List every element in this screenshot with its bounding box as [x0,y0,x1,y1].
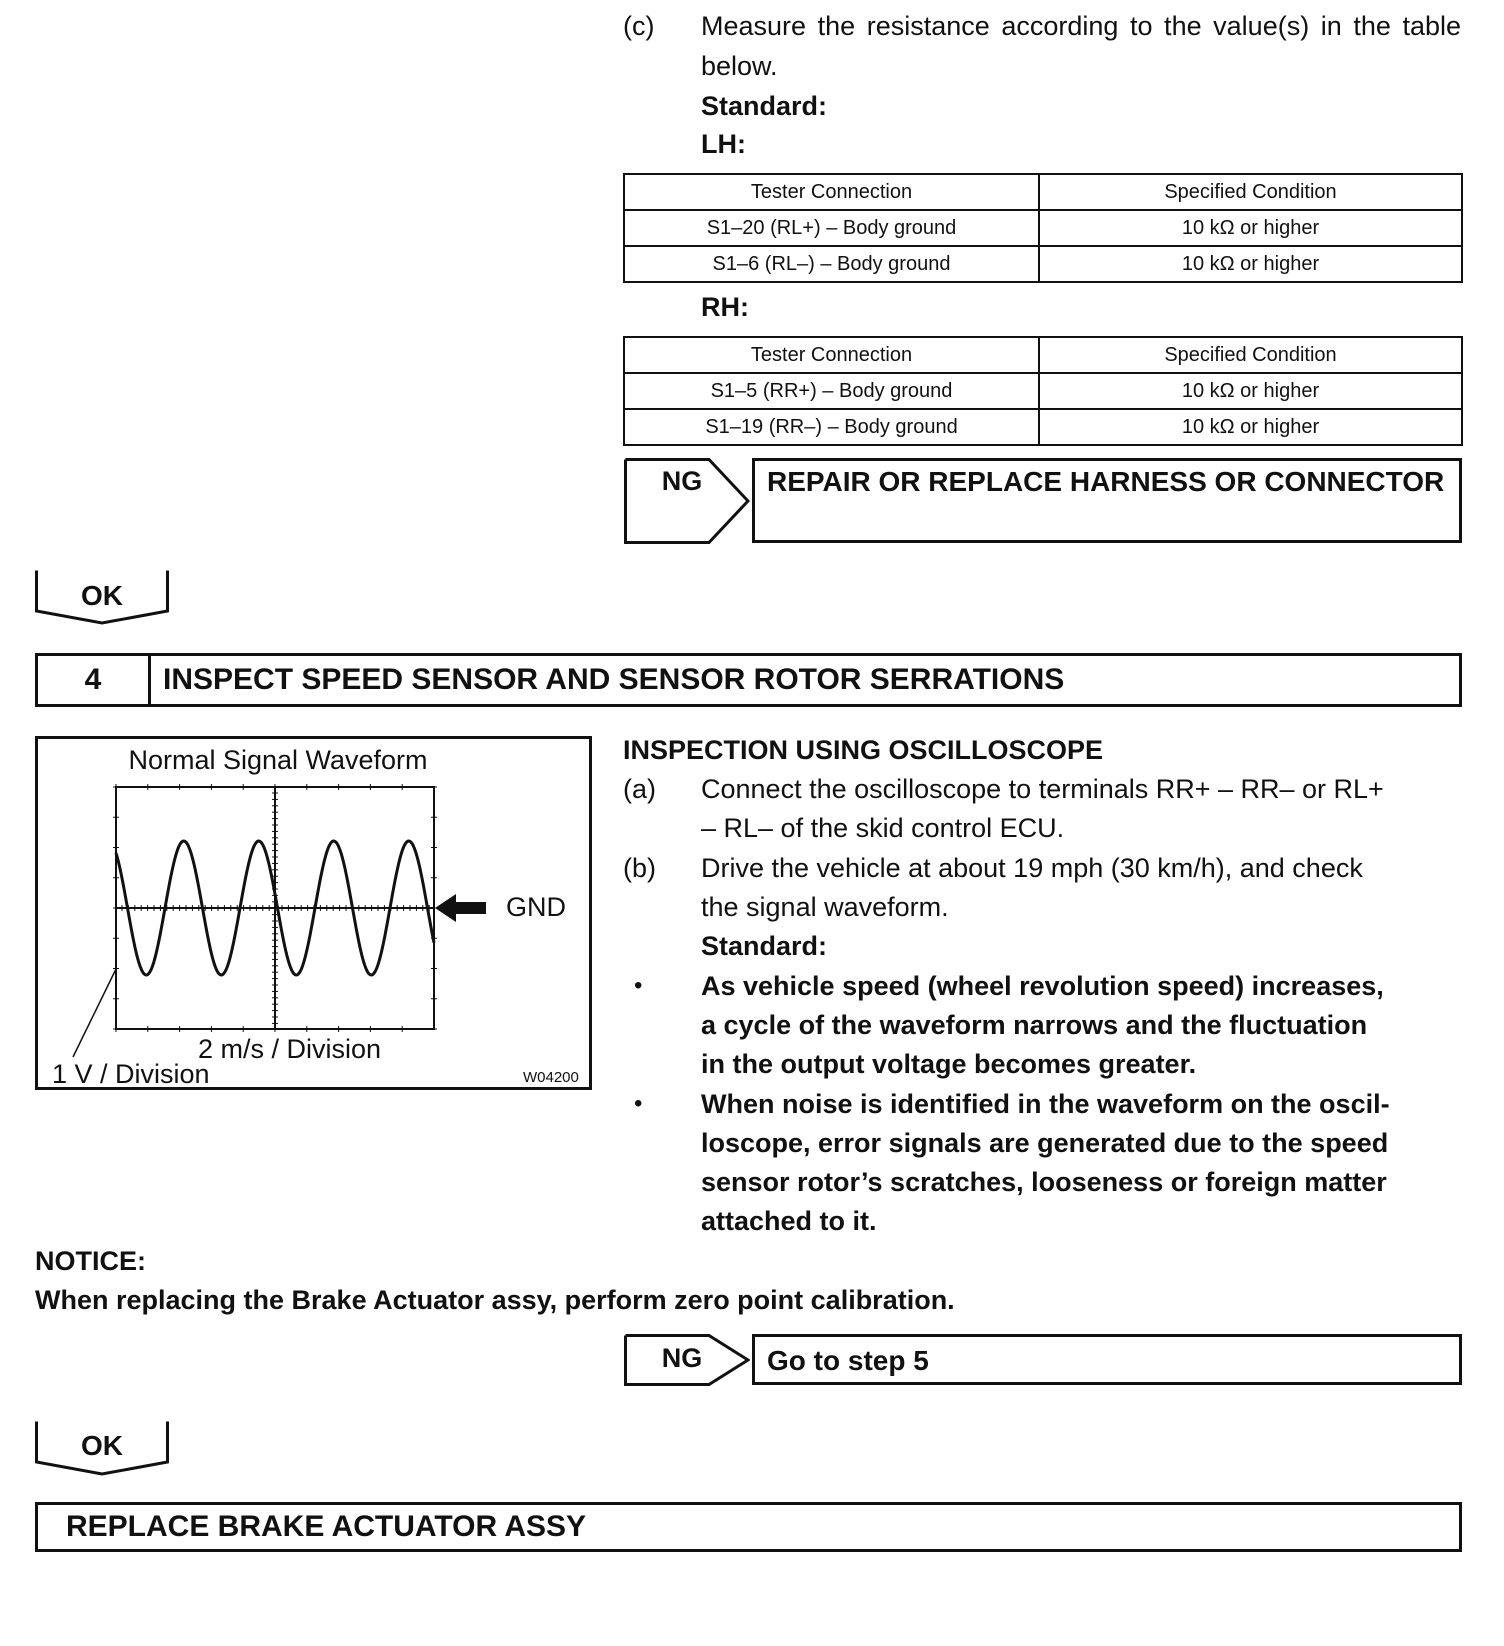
rh-table [623,336,1463,446]
gnd-arrow-icon [435,894,486,922]
step-a-text-1: Connect the oscilloscope to terminals RR+ – RR– or RL+ [701,774,1384,804]
table-cell: S1–6 (RL–) – Body ground [624,246,1039,282]
step-number: 4 [38,656,151,704]
bullet-2-line-4: attached to it. [701,1206,877,1236]
step-b-label: (b) [623,853,656,883]
ng-label: NG [661,1343,703,1373]
table-header-row [624,337,1462,373]
table-row [624,409,1462,445]
step-title: INSPECT SPEED SENSOR AND SENSOR ROTOR SERRATIONS [163,663,1065,696]
table-cell: S1–20 (RL+) – Body ground [624,210,1039,246]
standard-label-2: Standard: [701,931,828,961]
standard-label-1: Standard: [701,91,828,121]
notice-heading: NOTICE: [35,1246,146,1276]
ok-label: OK [81,580,123,611]
notice-text: When replacing the Brake Actuator assy, perform zero point calibration. [35,1285,955,1315]
bullet-dot: • [634,1090,643,1117]
bullet-1-line-1: As vehicle speed (wheel revolution speed) increases, [701,971,1384,1001]
ok-label: OK [81,1430,123,1461]
gnd-label: GND [506,892,566,922]
bullet-2-line-1: When noise is identified in the waveform on the oscil- [701,1089,1390,1119]
waveform-figure [35,736,592,1090]
table-header-cell: Specified Condition [1039,337,1462,373]
inspection-heading: INSPECTION USING OSCILLOSCOPE [623,735,1104,765]
table-row [624,210,1462,246]
table-cell: S1–19 (RR–) – Body ground [624,409,1039,445]
table-cell: 10 kΩ or higher [1039,246,1462,282]
table-header-cell: Tester Connection [624,174,1039,210]
table-row [624,246,1462,282]
table-header-cell: Tester Connection [624,337,1039,373]
ng-label: NG [661,466,703,496]
step-a-text-2: – RL– of the skid control ECU. [701,813,1065,843]
bullet-dot: • [634,972,643,999]
bullet-2-line-3: sensor rotor’s scratches, looseness or foreign matter [701,1167,1387,1197]
final-action-box: REPLACE BRAKE ACTUATOR ASSY [35,1502,1462,1552]
step-a-label: (a) [623,774,656,804]
step-b-text-1: Drive the vehicle at about 19 mph (30 km/h), and check [701,853,1363,883]
bullet-1-line-2: a cycle of the waveform narrows and the fluctuation [701,1010,1368,1040]
pointer-line [73,969,116,1057]
table-cell: S1–5 (RR+) – Body ground [624,373,1039,409]
table-cell: 10 kΩ or higher [1039,373,1462,409]
step-b-text-2: the signal waveform. [701,892,949,922]
lh-table [623,173,1463,283]
figure-title: Normal Signal Waveform [128,745,428,775]
table-cell: 10 kΩ or higher [1039,210,1462,246]
ng-action-box: REPAIR OR REPLACE HARNESS OR CONNECTOR [752,458,1462,543]
step-c-label: (c) [623,11,655,41]
bullet-1-line-3: in the output voltage becomes greater. [701,1049,1197,1079]
figure-code: W04200 [523,1069,579,1086]
table-header-row [624,174,1462,210]
table-header-cell: Specified Condition [1039,174,1462,210]
volt-division-label: 1 V / Division [52,1059,210,1089]
table-row [624,373,1462,409]
bullet-2-line-2: loscope, error signals are generated due to the speed [701,1128,1389,1158]
table-cell: 10 kΩ or higher [1039,409,1462,445]
step-c-text: Measure the resistance according to the value(s) in the table below. [701,11,1461,81]
time-division-label: 2 m/s / Division [198,1034,382,1064]
rh-label: RH: [701,292,749,322]
lh-label: LH: [701,129,746,159]
step-4-header [35,653,1462,707]
ng-action-box: Go to step 5 [752,1334,1462,1385]
